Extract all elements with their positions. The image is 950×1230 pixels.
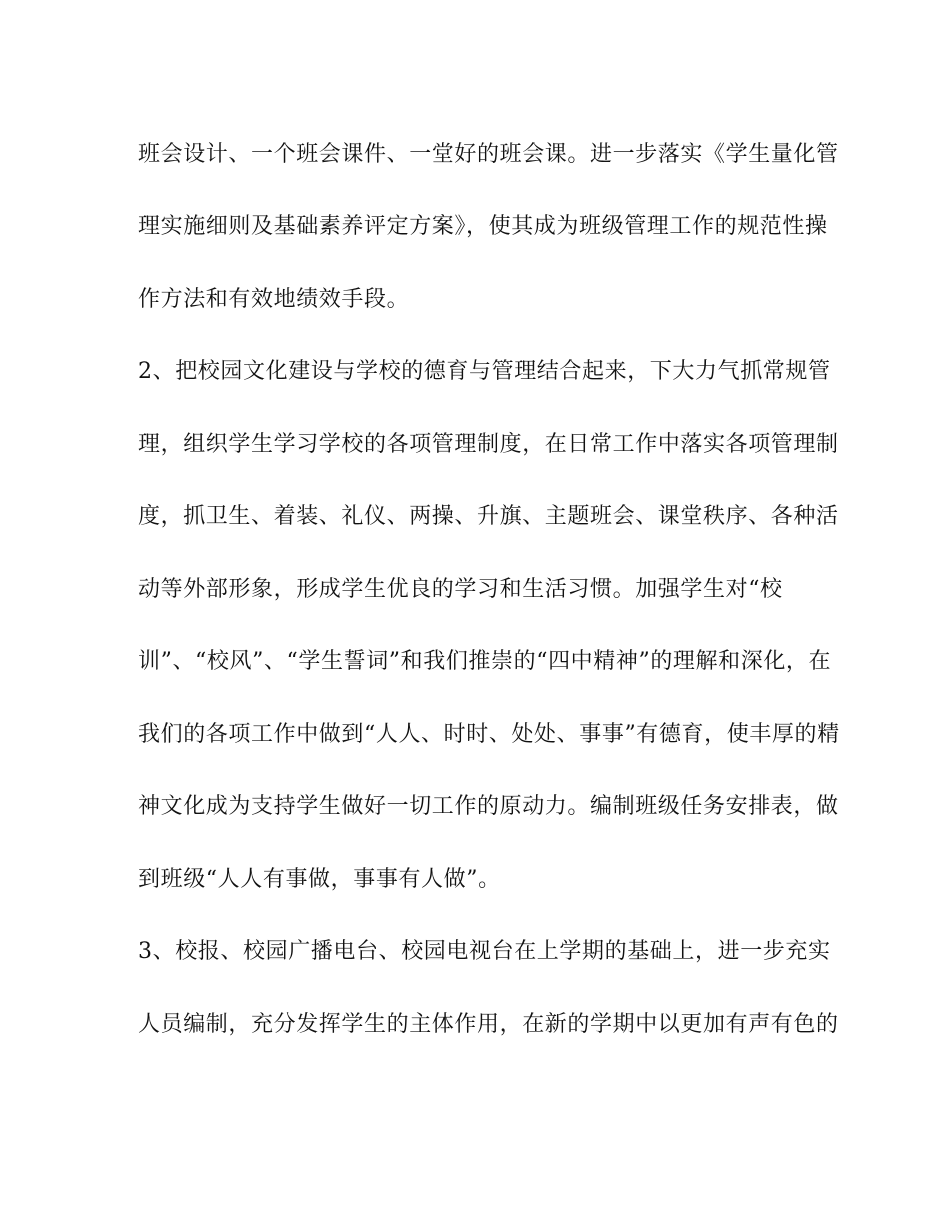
text-line: 动等外部形象，形成学生优良的学习和生活习惯。加强学生对“校	[138, 577, 783, 602]
text-line: 到班级“人人有事做，事事有人做”。	[138, 867, 501, 892]
text-line: 神文化成为支持学生做好一切工作的原动力。编制班级任务安排表，做	[138, 794, 839, 819]
text-line: 度，抓卫生、着装、礼仪、两操、升旗、主题班会、课堂秩序、各种活	[138, 504, 839, 529]
text-line: 人员编制，充分发挥学生的主体作用，在新的学期中以更加有声有色的	[138, 1012, 839, 1037]
text-line: 训”、“校风”、“学生誓词”和我们推崇的“四中精神”的理解和深化，在	[138, 649, 832, 674]
text-line: 3、校报、校园广播电台、校园电视台在上学期的基础上，进一步充实	[138, 939, 831, 964]
text-line: 理，组织学生学习学校的各项管理制度，在日常工作中落实各项管理制	[138, 432, 839, 457]
text-line: 理实施细则及基础素养评定方案》，使其成为班级管理工作的规范性操	[138, 214, 828, 239]
text-line: 班会设计、一个班会课件、一堂好的班会课。进一步落实《学生量化管	[138, 142, 839, 167]
text-line: 作方法和有效地绩效手段。	[138, 287, 410, 312]
text-line: 我们的各项工作中做到“人人、时时、处处、事事”有德育，使丰厚的精	[138, 722, 840, 747]
text-line: 2、把校园文化建设与学校的德育与管理结合起来，下大力气抓常规管	[138, 359, 831, 384]
